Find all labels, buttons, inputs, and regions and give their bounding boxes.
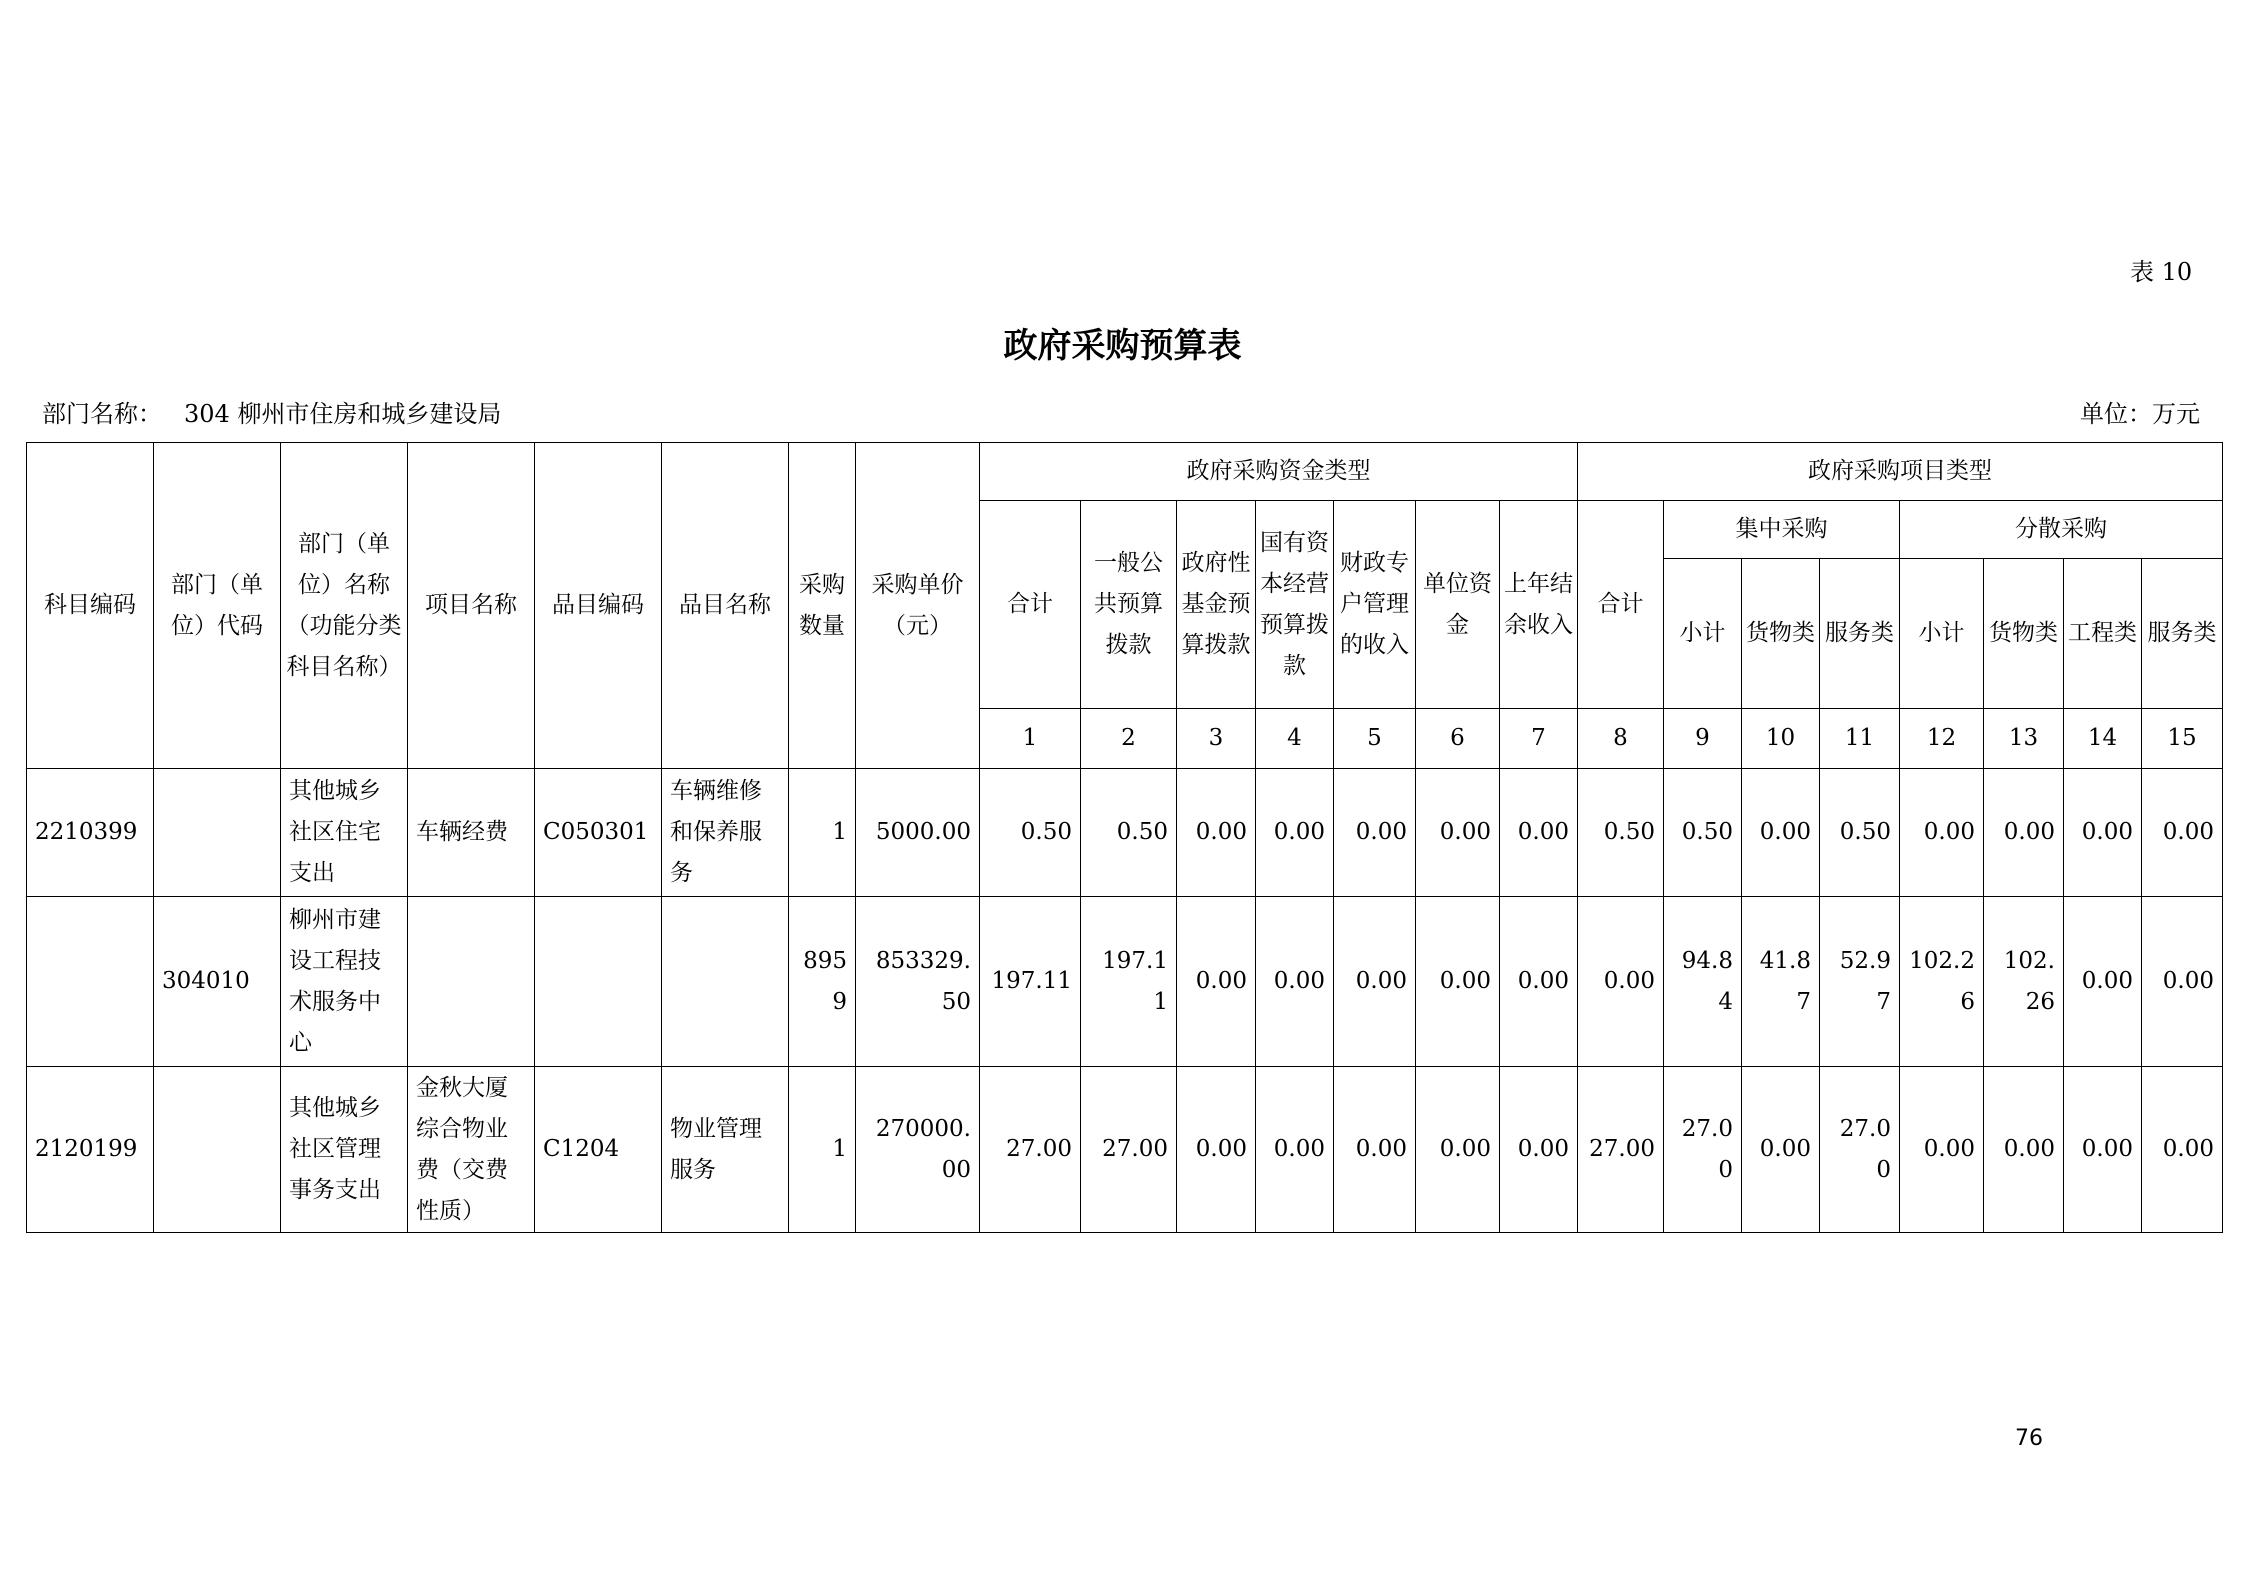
cell-value: 0.00 xyxy=(1416,1067,1500,1233)
cell-dept-name: 其他城乡社区住宅支出 xyxy=(281,769,408,897)
document-title: 政府采购预算表 xyxy=(1003,326,1242,366)
header-prior-year-balance: 上年结余收入 xyxy=(1500,501,1578,709)
cell-value: 0.00 xyxy=(2142,897,2223,1067)
cell-project-name: 金秋大厦综合物业费（交费性质） xyxy=(408,1067,535,1233)
header-centralized-subtotal: 小计 xyxy=(1664,559,1742,709)
cell-value: 102.26 xyxy=(1900,897,1984,1067)
cell-value: 0.00 xyxy=(2064,897,2142,1067)
cell-project-name xyxy=(408,897,535,1067)
header-decentralized-subtotal: 小计 xyxy=(1900,559,1984,709)
col-number: 9 xyxy=(1664,709,1742,769)
cell-item-name: 物业管理服务 xyxy=(662,1067,789,1233)
cell-value: 0.00 xyxy=(1416,769,1500,897)
col-number: 4 xyxy=(1256,709,1334,769)
table-row xyxy=(27,769,2223,897)
header-fund-type-group: 政府采购资金类型 xyxy=(980,443,1578,501)
cell-value: 0.00 xyxy=(1900,769,1984,897)
cell-value: 27.00 xyxy=(980,1067,1081,1233)
header-project-total: 合计 xyxy=(1578,501,1664,709)
col-number: 5 xyxy=(1334,709,1416,769)
cell-item-code: C050301 xyxy=(535,769,662,897)
cell-project-name: 车辆经费 xyxy=(408,769,535,897)
header-unit-price: 采购单价（元） xyxy=(856,443,980,769)
col-number: 2 xyxy=(1081,709,1177,769)
cell-unit-price: 270000.00 xyxy=(856,1067,980,1233)
cell-quantity: 8959 xyxy=(789,897,856,1067)
cell-item-name: 车辆维修和保养服务 xyxy=(662,769,789,897)
header-item-code: 品目编码 xyxy=(535,443,662,769)
header-general-budget: 一般公共预算拨款 xyxy=(1081,501,1177,709)
cell-value: 0.50 xyxy=(1820,769,1900,897)
unit-label: 单位：万元 xyxy=(2080,400,2200,428)
department-line xyxy=(42,394,501,429)
header-quantity: 采购数量 xyxy=(789,443,856,769)
col-number: 8 xyxy=(1578,709,1664,769)
header-state-capital-budget: 国有资本经营预算拨款 xyxy=(1256,501,1334,709)
col-number: 11 xyxy=(1820,709,1900,769)
cell-dept-name: 其他城乡社区管理事务支出 xyxy=(281,1067,408,1233)
header-decentralized-goods: 货物类 xyxy=(1984,559,2064,709)
cell-value: 0.00 xyxy=(1500,897,1578,1067)
cell-value: 0.00 xyxy=(1334,769,1416,897)
cell-dept-code xyxy=(154,1067,281,1233)
header-item-name: 品目名称 xyxy=(662,443,789,769)
table-row xyxy=(27,1067,2223,1233)
cell-value: 0.00 xyxy=(1742,1067,1820,1233)
header-unit-funds: 单位资金 xyxy=(1416,501,1500,709)
cell-value: 0.00 xyxy=(1177,769,1256,897)
cell-value: 0.00 xyxy=(1256,1067,1334,1233)
cell-subject-code xyxy=(27,897,154,1067)
header-row-1 xyxy=(27,443,2223,501)
cell-item-name xyxy=(662,897,789,1067)
cell-value: 94.84 xyxy=(1664,897,1742,1067)
cell-value: 0.00 xyxy=(1742,769,1820,897)
cell-value: 197.11 xyxy=(980,897,1081,1067)
department-value: 304 柳州市住房和城乡建设局 xyxy=(184,400,502,428)
cell-dept-code: 304010 xyxy=(154,897,281,1067)
cell-value: 0.00 xyxy=(1177,897,1256,1067)
cell-value: 0.00 xyxy=(1256,769,1334,897)
header-special-account-income: 财政专户管理的收入 xyxy=(1334,501,1416,709)
header-gov-fund-budget: 政府性基金预算拨款 xyxy=(1177,501,1256,709)
header-centralized: 集中采购 xyxy=(1664,501,1900,559)
col-number: 10 xyxy=(1742,709,1820,769)
header-centralized-services: 服务类 xyxy=(1820,559,1900,709)
cell-value: 27.00 xyxy=(1664,1067,1742,1233)
cell-value: 27.00 xyxy=(1081,1067,1177,1233)
header-dept-name: 部门（单位）名称（功能分类科目名称） xyxy=(281,443,408,769)
cell-value: 27.00 xyxy=(1578,1067,1664,1233)
cell-value: 0.00 xyxy=(2064,769,2142,897)
cell-value: 0.50 xyxy=(1081,769,1177,897)
header-project-type-group: 政府采购项目类型 xyxy=(1578,443,2223,501)
col-number: 12 xyxy=(1900,709,1984,769)
cell-subject-code: 2210399 xyxy=(27,769,154,897)
cell-value: 0.00 xyxy=(2064,1067,2142,1233)
cell-value: 0.00 xyxy=(1177,1067,1256,1233)
cell-value: 102.26 xyxy=(1984,897,2064,1067)
cell-value: 0.00 xyxy=(1984,769,2064,897)
header-subject-code: 科目编码 xyxy=(27,443,154,769)
header-decentralized: 分散采购 xyxy=(1900,501,2223,559)
department-label: 部门名称： xyxy=(42,400,162,428)
header-decentralized-services: 服务类 xyxy=(2142,559,2223,709)
cell-value: 0.00 xyxy=(1578,897,1664,1067)
cell-value: 0.00 xyxy=(2142,769,2223,897)
cell-value: 0.50 xyxy=(1578,769,1664,897)
cell-value: 0.50 xyxy=(980,769,1081,897)
cell-value: 27.00 xyxy=(1820,1067,1900,1233)
header-fund-total: 合计 xyxy=(980,501,1081,709)
table-row xyxy=(27,897,2223,1067)
col-number: 7 xyxy=(1500,709,1578,769)
cell-unit-price: 5000.00 xyxy=(856,769,980,897)
col-number: 13 xyxy=(1984,709,2064,769)
cell-value: 0.00 xyxy=(1900,1067,1984,1233)
table-number: 表 10 xyxy=(2130,258,2193,286)
cell-item-code: C1204 xyxy=(535,1067,662,1233)
page-number: 76 xyxy=(2015,1426,2043,1451)
header-dept-code: 部门（单位）代码 xyxy=(154,443,281,769)
col-number: 3 xyxy=(1177,709,1256,769)
cell-quantity: 1 xyxy=(789,769,856,897)
cell-item-code xyxy=(535,897,662,1067)
cell-value: 0.00 xyxy=(1334,897,1416,1067)
cell-value: 0.00 xyxy=(1416,897,1500,1067)
cell-value: 0.50 xyxy=(1664,769,1742,897)
cell-dept-code xyxy=(154,769,281,897)
cell-value: 0.00 xyxy=(1334,1067,1416,1233)
procurement-budget-table xyxy=(26,442,2223,1233)
cell-quantity: 1 xyxy=(789,1067,856,1233)
col-number: 14 xyxy=(2064,709,2142,769)
header-decentralized-works: 工程类 xyxy=(2064,559,2142,709)
header-centralized-goods: 货物类 xyxy=(1742,559,1820,709)
cell-value: 0.00 xyxy=(1500,769,1578,897)
cell-unit-price: 853329.50 xyxy=(856,897,980,1067)
cell-value: 0.00 xyxy=(1500,1067,1578,1233)
cell-value: 0.00 xyxy=(2142,1067,2223,1233)
cell-value: 0.00 xyxy=(1984,1067,2064,1233)
header-project-name: 项目名称 xyxy=(408,443,535,769)
col-number: 1 xyxy=(980,709,1081,769)
col-number: 15 xyxy=(2142,709,2223,769)
cell-value: 41.87 xyxy=(1742,897,1820,1067)
col-number: 6 xyxy=(1416,709,1500,769)
cell-subject-code: 2120199 xyxy=(27,1067,154,1233)
cell-dept-name: 柳州市建设工程技术服务中心 xyxy=(281,897,408,1067)
cell-value: 0.00 xyxy=(1256,897,1334,1067)
cell-value: 197.11 xyxy=(1081,897,1177,1067)
cell-value: 52.97 xyxy=(1820,897,1900,1067)
